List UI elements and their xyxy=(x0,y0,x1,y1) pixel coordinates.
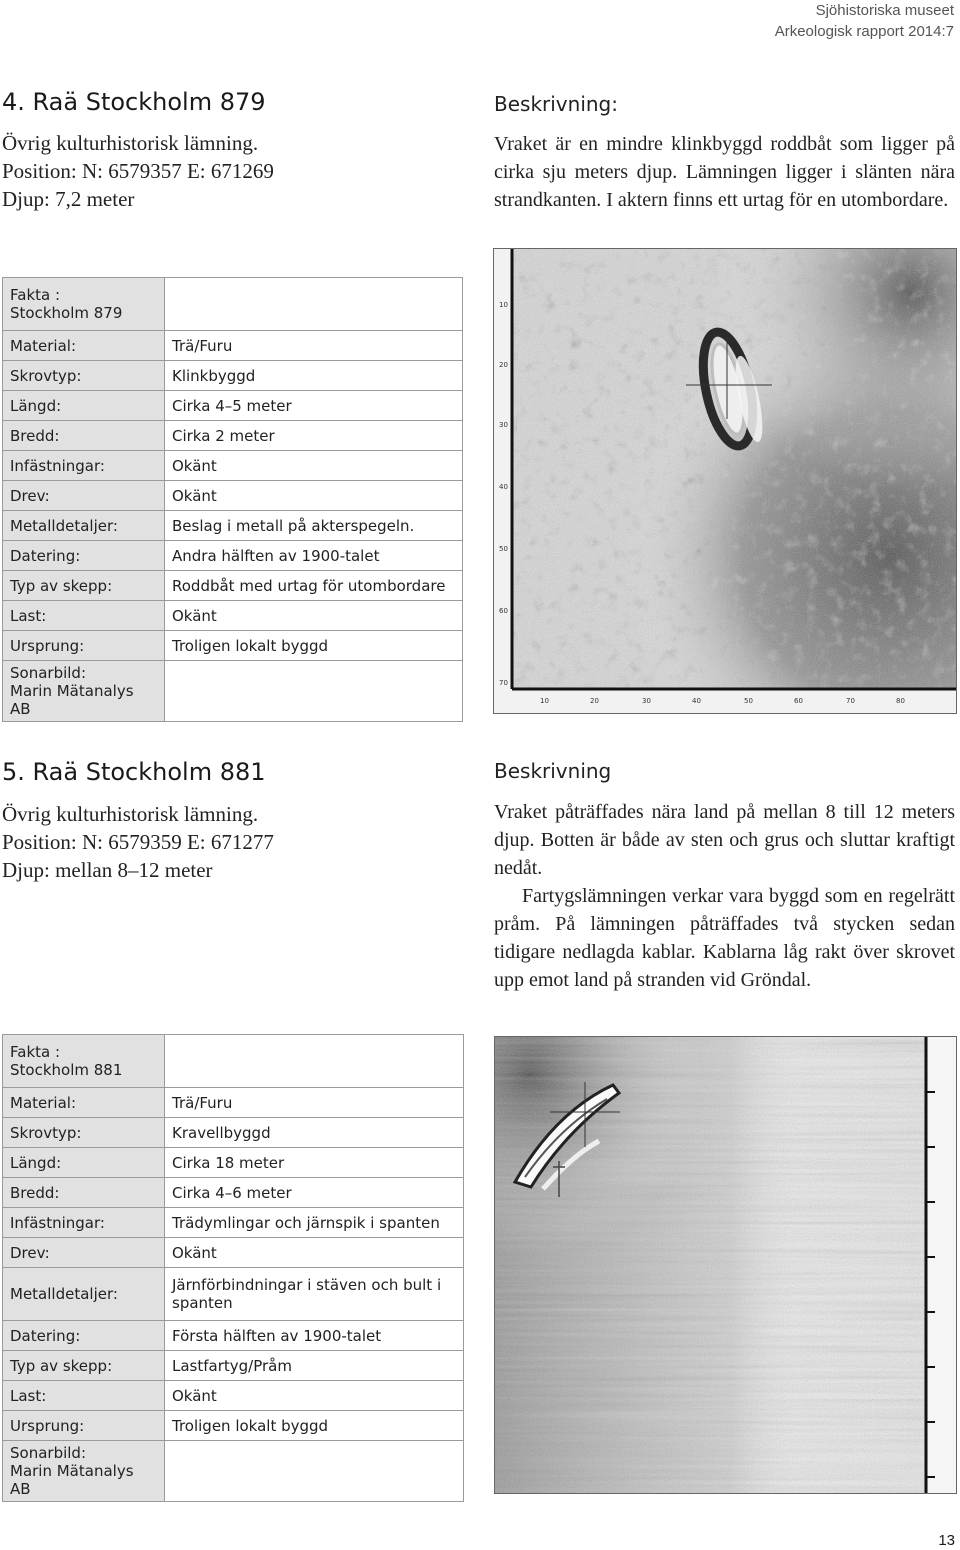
fact-key-drev: Drev: xyxy=(3,481,165,511)
sonar-credit: Sonarbild: Marin Mätanalys AB xyxy=(3,1441,165,1502)
fact-key-typ: Typ av skepp: xyxy=(3,571,165,601)
fact-value-metalldetaljer: Beslag i metall på akterspegeln. xyxy=(165,511,463,541)
fact-key-datering: Datering: xyxy=(3,541,165,571)
fact-value-bredd: Cirka 4–6 meter xyxy=(165,1178,464,1208)
fact-value-infastningar: Okänt xyxy=(165,451,463,481)
fact-key-langd: Längd: xyxy=(3,1148,165,1178)
header-report: Arkeologisk rapport 2014:7 xyxy=(774,23,954,40)
meta-depth: Djup: 7,2 meter xyxy=(2,187,135,211)
site-heading-881: 5. Raä Stockholm 881 xyxy=(2,758,266,786)
fact-key-material: Material: xyxy=(3,1088,165,1118)
sonar-image-881 xyxy=(494,1036,957,1494)
fact-key-langd: Längd: xyxy=(3,391,165,421)
fact-key-datering: Datering: xyxy=(3,1321,165,1351)
fact-key-bredd: Bredd: xyxy=(3,1178,165,1208)
sonar-tick-x: 30 xyxy=(642,697,651,705)
fact-value-datering: Andra hälften av 1900-talet xyxy=(165,541,463,571)
fact-title: Fakta : Stockholm 879 xyxy=(3,278,165,331)
fact-key-metalldetaljer: Metalldetaljer: xyxy=(3,511,165,541)
fact-value-bredd: Cirka 2 meter xyxy=(165,421,463,451)
fact-key-metalldetaljer: Metalldetaljer: xyxy=(3,1268,165,1321)
site-heading-879: 4. Raä Stockholm 879 xyxy=(2,88,266,116)
meta-classification: Övrig kulturhistorisk lämning. xyxy=(2,131,259,155)
sonar-tick-x: 20 xyxy=(590,697,599,705)
description-paragraph: Vraket påträffades nära land på mellan 8 till 12 meters djup. Botten är både av sten och grus och sluttar kraftigt nedåt. xyxy=(494,801,955,879)
sonar-image-879 xyxy=(493,248,957,714)
sonar-tick-x: 60 xyxy=(794,697,803,705)
fact-value-drev: Okänt xyxy=(165,481,463,511)
fact-key-ursprung: Ursprung: xyxy=(3,631,165,661)
sonar-tick-y: 50 xyxy=(499,545,508,553)
fact-key-drev: Drev: xyxy=(3,1238,165,1268)
fact-value-typ: Roddbåt med urtag för utombordare xyxy=(165,571,463,601)
fact-value-last: Okänt xyxy=(165,601,463,631)
fact-key-skrovtyp: Skrovtyp: xyxy=(3,1118,165,1148)
fact-key-infastningar: Infästningar: xyxy=(3,451,165,481)
fact-title: Fakta : Stockholm 881 xyxy=(3,1035,165,1088)
fact-value-last: Okänt xyxy=(165,1381,464,1411)
header-museum: Sjöhistoriska museet xyxy=(815,2,954,19)
fact-key-material: Material: xyxy=(3,331,165,361)
sonar-tick-y: 10 xyxy=(499,301,508,309)
meta-position: Position: N: 6579359 E: 671277 xyxy=(2,830,274,854)
sonar-tick-y: 60 xyxy=(499,607,508,615)
fact-key-typ: Typ av skepp: xyxy=(3,1351,165,1381)
fact-value-material: Trä/Furu xyxy=(165,1088,464,1118)
fact-key-last: Last: xyxy=(3,601,165,631)
fact-value-drev: Okänt xyxy=(165,1238,464,1268)
meta-depth: Djup: mellan 8–12 meter xyxy=(2,858,213,882)
site-meta-881 xyxy=(2,800,274,884)
fact-value-material: Trä/Furu xyxy=(165,331,463,361)
meta-position: Position: N: 6579357 E: 671269 xyxy=(2,159,274,183)
sonar-tick-y: 30 xyxy=(499,421,508,429)
sonar-tick-y: 70 xyxy=(499,679,508,687)
description-label-879: Beskrivning: xyxy=(494,92,618,116)
running-header xyxy=(775,0,954,42)
fact-value-skrovtyp: Kravellbyggd xyxy=(165,1118,464,1148)
sonar-tick-y: 40 xyxy=(499,483,508,491)
fact-key-infastningar: Infästningar: xyxy=(3,1208,165,1238)
site-meta-879 xyxy=(2,129,274,213)
sonar-tick-x: 10 xyxy=(540,697,549,705)
fact-value-ursprung: Troligen lokalt byggd xyxy=(165,631,463,661)
fact-value-skrovtyp: Klinkbyggd xyxy=(165,361,463,391)
fact-value-langd: Cirka 18 meter xyxy=(165,1148,464,1178)
fact-value-langd: Cirka 4–5 meter xyxy=(165,391,463,421)
sonar-tick-x: 50 xyxy=(744,697,753,705)
description-881 xyxy=(494,798,955,994)
fact-value-metalldetaljer: Järnförbindningar i stäven och bult i spanten xyxy=(165,1268,464,1321)
fact-value-ursprung: Troligen lokalt byggd xyxy=(165,1411,464,1441)
page-number: 13 xyxy=(938,1532,955,1549)
sonar-tick-x: 70 xyxy=(846,697,855,705)
description-879 xyxy=(494,130,955,214)
description-paragraph: Fartygslämningen verkar vara byggd som en regelrätt pråm. På lämningen påträffades två stycken sedan tidigare nedlagda kablar. Kablarna låg rakt över skrovet upp emot land på stranden vid Gröndal. xyxy=(494,885,955,991)
sonar-tick-x: 40 xyxy=(692,697,701,705)
fact-table-879 xyxy=(2,277,463,722)
sonar-tick-x: 80 xyxy=(896,697,905,705)
description-label-881: Beskrivning xyxy=(494,759,612,783)
fact-key-ursprung: Ursprung: xyxy=(3,1411,165,1441)
meta-classification: Övrig kulturhistorisk lämning. xyxy=(2,802,259,826)
fact-value-infastningar: Trädymlingar och järnspik i spanten xyxy=(165,1208,464,1238)
fact-key-bredd: Bredd: xyxy=(3,421,165,451)
sonar-credit: Sonarbild: Marin Mätanalys AB xyxy=(3,661,165,722)
fact-value-typ: Lastfartyg/Pråm xyxy=(165,1351,464,1381)
fact-key-last: Last: xyxy=(3,1381,165,1411)
fact-key-skrovtyp: Skrovtyp: xyxy=(3,361,165,391)
sonar-tick-y: 20 xyxy=(499,361,508,369)
description-paragraph: Vraket är en mindre klinkbyggd roddbåt som ligger på cirka sju meters djup. Lämningen ligger i slänten nära strandkanten. I aktern finns ett urtag för en utombordare. xyxy=(494,133,955,211)
fact-value-datering: Första hälften av 1900-talet xyxy=(165,1321,464,1351)
fact-table-881 xyxy=(2,1034,464,1502)
